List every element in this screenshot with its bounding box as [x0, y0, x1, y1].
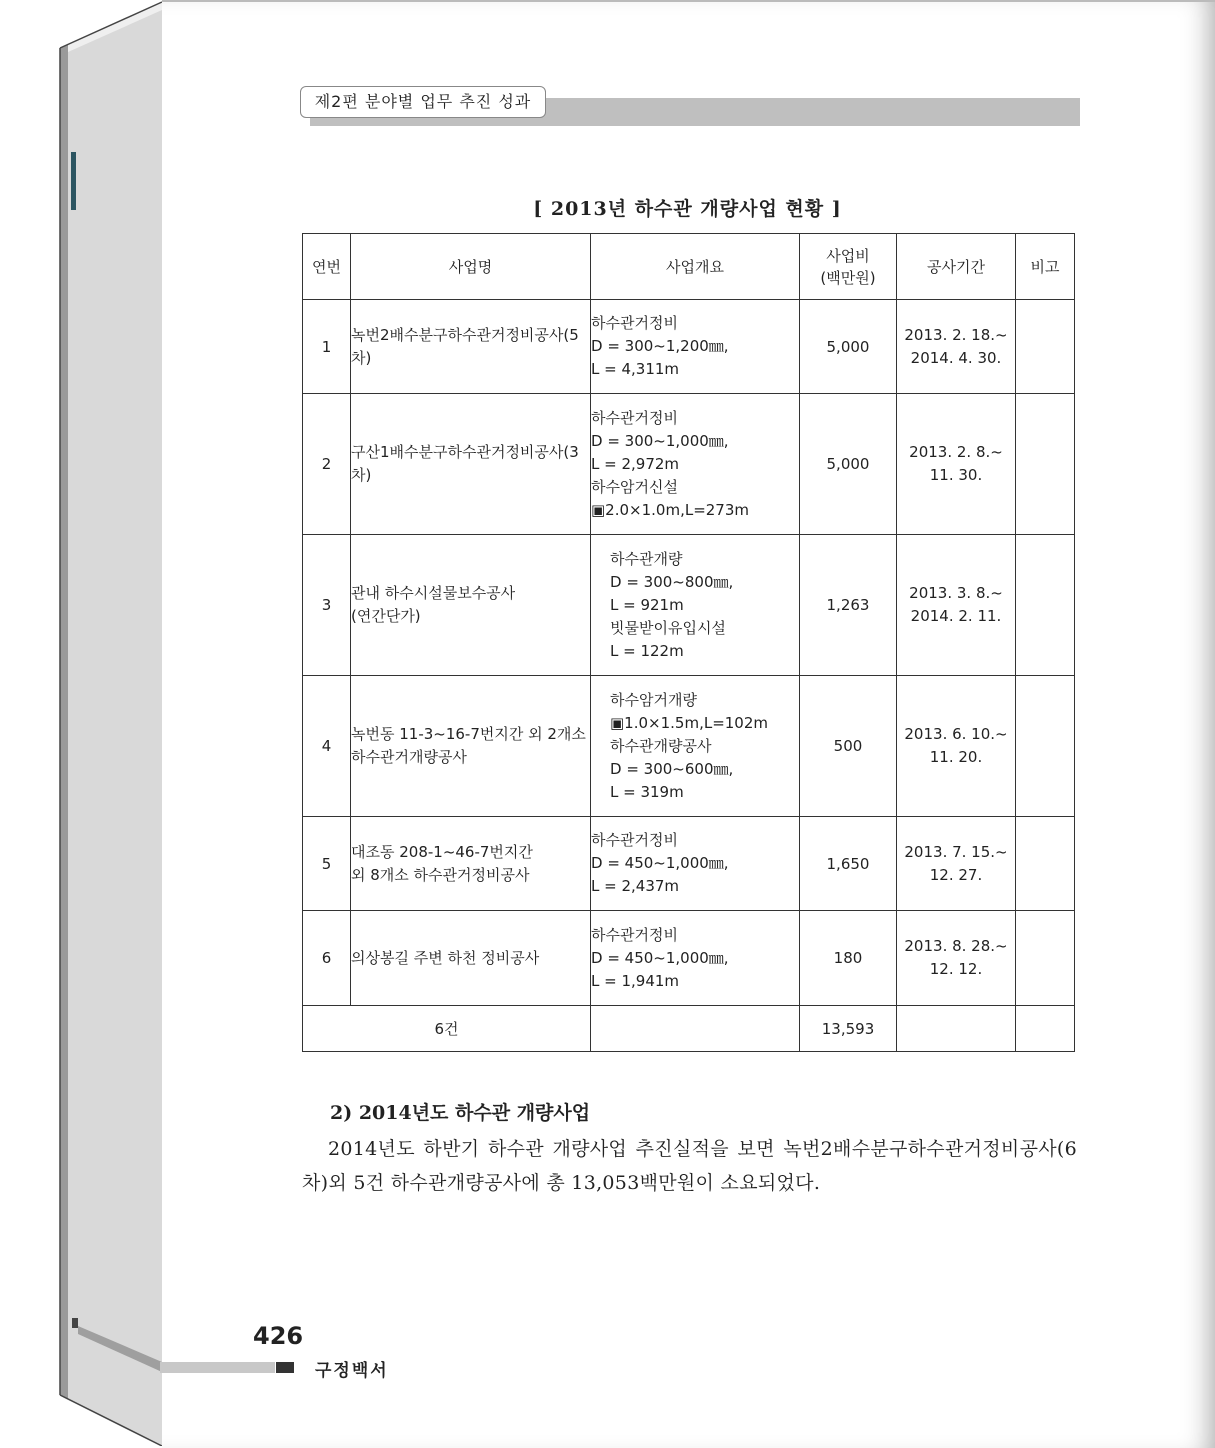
total-period-empty	[897, 1006, 1016, 1052]
cell-cost: 1,650	[800, 817, 897, 911]
table-row	[303, 300, 1075, 394]
cell-note	[1016, 676, 1075, 817]
cell-summary: 하수관거정비 D = 300~1,000㎜, L = 2,972m 하수암거신설 ▣2.0×1.0m,L=273m	[591, 394, 800, 535]
cell-name: 녹번동 11-3~16-7번지간 외 2개소 하수관거개량공사	[351, 676, 591, 817]
header-name: 사업명	[351, 234, 591, 300]
cell-cost: 1,263	[800, 535, 897, 676]
footer-bar	[160, 1362, 275, 1373]
cell-no: 5	[303, 817, 351, 911]
footer-block	[276, 1362, 294, 1373]
cell-summary: 하수암거개량 ▣1.0×1.5m,L=102m 하수관개량공사 D = 300~600㎜, L = 319m	[591, 676, 800, 817]
cell-period: 2013. 6. 10.~ 11. 20.	[897, 676, 1016, 817]
cell-cost: 500	[800, 676, 897, 817]
cell-name: 구산1배수분구하수관거정비공사(3차)	[351, 394, 591, 535]
cell-period: 2013. 8. 28.~ 12. 12.	[897, 911, 1016, 1006]
cell-name: 대조동 208-1~46-7번지간 외 8개소 하수관거정비공사	[351, 817, 591, 911]
cell-note	[1016, 535, 1075, 676]
header-no: 연번	[303, 234, 351, 300]
cell-no: 6	[303, 911, 351, 1006]
total-cost: 13,593	[800, 1006, 897, 1052]
header-cost: 사업비 (백만원)	[800, 234, 897, 300]
cell-summary: 하수관거정비 D = 450~1,000㎜, L = 1,941m	[591, 911, 800, 1006]
header-period: 공사기간	[897, 234, 1016, 300]
cell-cost: 5,000	[800, 394, 897, 535]
cell-name: 녹번2배수분구하수관거정비공사(5차)	[351, 300, 591, 394]
cell-note	[1016, 300, 1075, 394]
cell-cost: 180	[800, 911, 897, 1006]
table-row	[303, 817, 1075, 911]
cell-period: 2013. 2. 18.~ 2014. 4. 30.	[897, 300, 1016, 394]
section-paragraph: 2014년도 하반기 하수관 개량사업 추진실적을 보면 녹번2배수분구하수관거정비공사(6차)외 5건 하수관개량공사에 총 13,053백만원이 소요되었다.	[302, 1138, 1077, 1194]
header-note: 비고	[1016, 234, 1075, 300]
cell-summary: 하수관거정비 D = 450~1,000㎜, L = 2,437m	[591, 817, 800, 911]
table-row	[303, 394, 1075, 535]
cell-no: 4	[303, 676, 351, 817]
book-title: 구정백서	[315, 1361, 389, 1381]
cell-name: 관내 하수시설물보수공사 (연간단가)	[351, 535, 591, 676]
table-row	[303, 911, 1075, 1006]
total-summary-empty	[591, 1006, 800, 1052]
section-heading: 2) 2014년도 하수관 개량사업	[330, 1102, 591, 1124]
cell-no: 3	[303, 535, 351, 676]
header-summary: 사업개요	[591, 234, 800, 300]
cell-summary: 하수관개량 D = 300~800㎜, L = 921m 빗물받이유입시설 L = 122m	[591, 535, 800, 676]
table-header-row	[303, 234, 1075, 300]
cell-period: 2013. 3. 8.~ 2014. 2. 11.	[897, 535, 1016, 676]
table-title: [ 2013년 하수관 개량사업 현황 ]	[533, 198, 842, 220]
page-number: 426	[253, 1322, 304, 1350]
cell-name: 의상봉길 주변 하천 정비공사	[351, 911, 591, 1006]
cell-no: 2	[303, 394, 351, 535]
cell-period: 2013. 2. 8.~ 11. 30.	[897, 394, 1016, 535]
total-label: 6건	[303, 1006, 591, 1052]
cell-note	[1016, 911, 1075, 1006]
table-row	[303, 535, 1075, 676]
table-total-row	[303, 1006, 1075, 1052]
cell-note	[1016, 817, 1075, 911]
cell-period: 2013. 7. 15.~ 12. 27.	[897, 817, 1016, 911]
cell-summary: 하수관거정비 D = 300~1,200㎜, L = 4,311m	[591, 300, 800, 394]
cell-note	[1016, 394, 1075, 535]
section-header-tab: 제2편 분야별 업무 추진 성과	[300, 86, 546, 118]
sewer-improvement-table	[302, 233, 1075, 1052]
total-note-empty	[1016, 1006, 1075, 1052]
cell-cost: 5,000	[800, 300, 897, 394]
table-row	[303, 676, 1075, 817]
cell-no: 1	[303, 300, 351, 394]
